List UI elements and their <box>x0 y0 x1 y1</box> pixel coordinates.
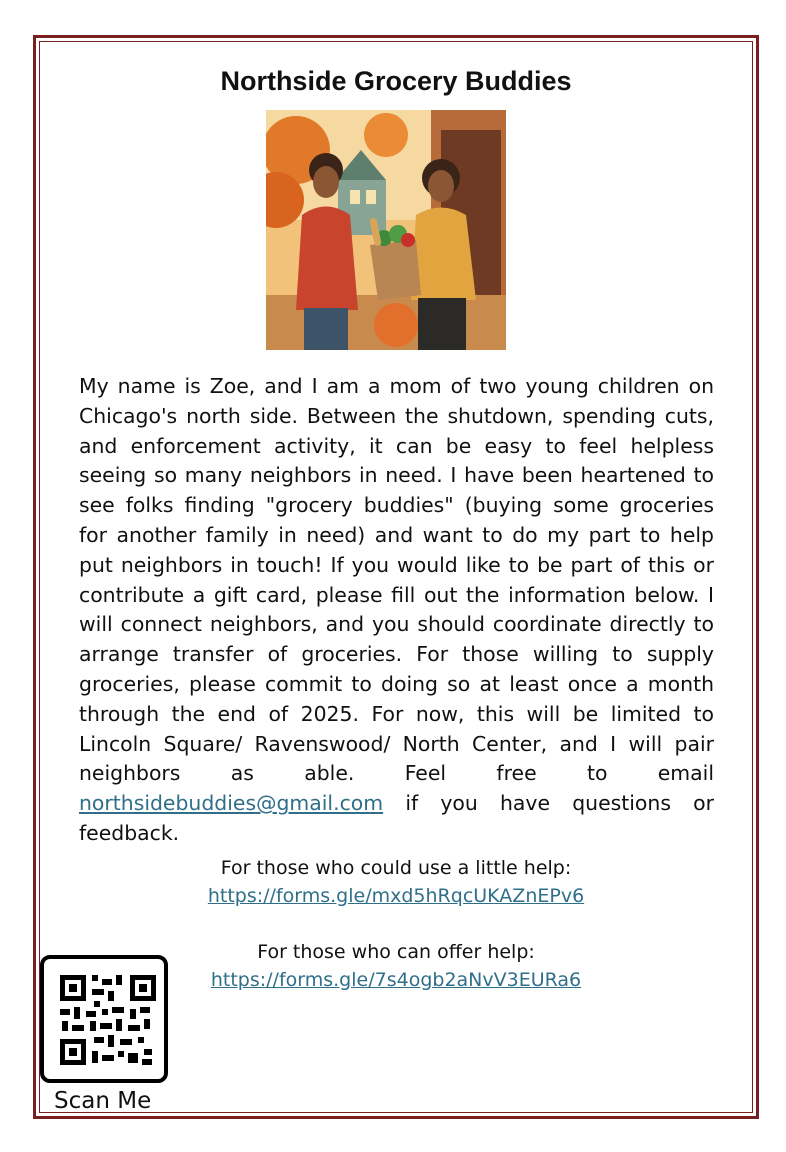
need-help-form-link[interactable]: https://forms.gle/mxd5hRqcUKAZnEPv6 <box>207 885 585 907</box>
qr-caption: Scan Me <box>54 1088 152 1114</box>
need-help-label: For those who could use a little help: <box>220 857 572 879</box>
qr-code-icon <box>44 959 164 1079</box>
need-help-link-row <box>0 885 786 907</box>
intro-text: My name is Zoe, and I am a mom of two young children on Chicago's north side. Between the shutdown, spending cuts, and enforcement activity, it can be easy to feel helpless seeing so many neighbors in need. I have been heartened to see folks finding "grocery buddies" (buying some groceries for another family in need) and want to do my part to help put neighbors in touch! If you would like to be part of this or contribute a gift card, please fill out the information below. I will connect neighbors, and you should coordinate directly to arrange transfer of groceries. For those willing to supply groceries, please commit to doing so at least once a month through the end of 2025. For now, this will be limited to Lincoln Square/ Ravenswood/ North Center, and I will pair neighbors as able. Feel free to email <box>79 374 714 786</box>
intro-text-after: if you have questions or feedback. <box>79 791 714 845</box>
qr-code[interactable] <box>40 955 168 1083</box>
intro-paragraph <box>79 372 714 849</box>
offer-help-label: For those who can offer help: <box>257 941 535 963</box>
grocery-exchange-illustration <box>266 110 506 350</box>
offer-help-form-link[interactable]: https://forms.gle/7s4ogb2aNvV3EURa6 <box>210 969 582 991</box>
contact-email-link[interactable]: northsidebuddies@gmail.com <box>79 791 384 816</box>
flyer-title: Northside Grocery Buddies <box>220 66 572 96</box>
